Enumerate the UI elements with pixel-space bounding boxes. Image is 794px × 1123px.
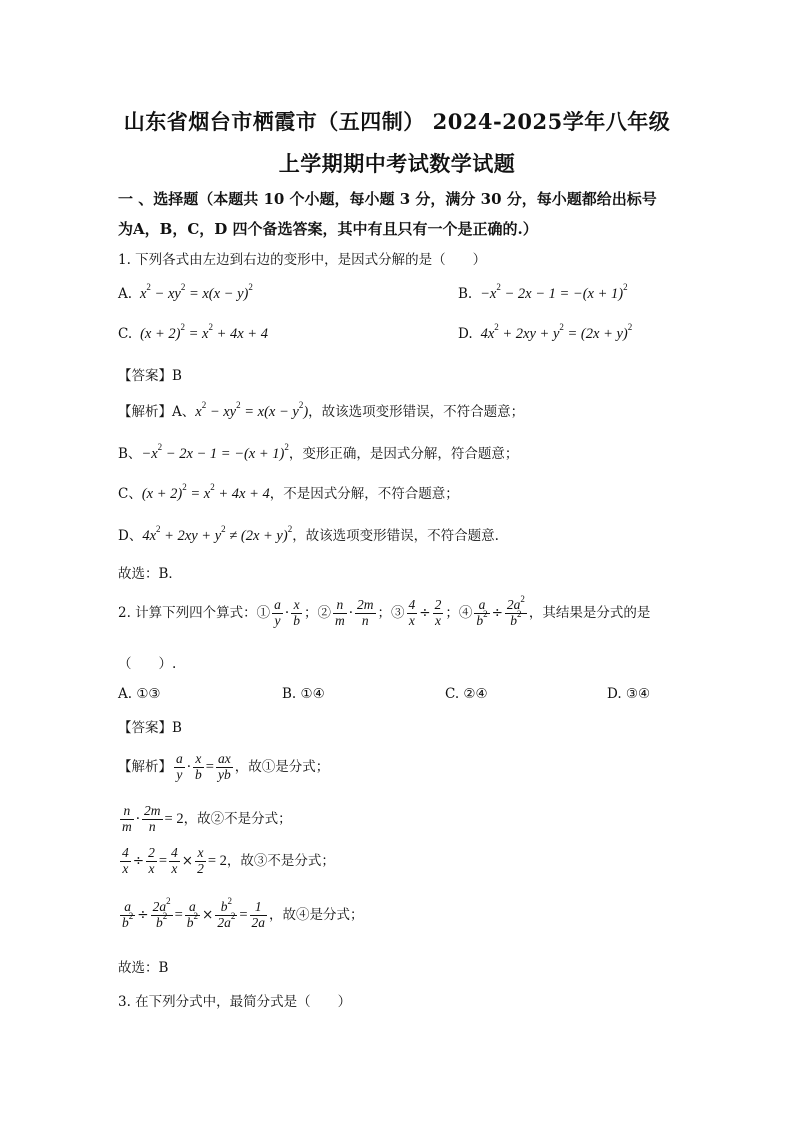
q1-answer: 【答案】B (118, 368, 182, 384)
q1-explain-b-prefix: B、 (118, 446, 142, 462)
q1-explain-a-formula: $x^2 - xy^2 = x(x - y^2)$ (195, 400, 309, 420)
q2-answer: 【答案】B (118, 720, 182, 736)
q1-option-c-label: C. (118, 326, 133, 342)
q1-option-d-formula: $4x^2 + 2xy + y^2 = (2x + y)^2$ (476, 322, 633, 342)
q2-expr2-frac-a: $\frac{n}{m}$ (334, 597, 345, 628)
q2-explain-3-frac-a: $\frac{4}{x}$ (122, 845, 129, 876)
q2-stem-prefix: 2. 计算下列四个算式：① (118, 604, 271, 621)
q1-option-c (118, 322, 268, 343)
q1-explain-b-formula: $-x^2 - 2x - 1 = -(x + 1)^2$ (141, 442, 289, 462)
q1-explain-a-tail: ，故该选项变形错误，不符合题意； (308, 404, 525, 420)
q1-explain-b-tail: ，变形正确，是因式分解，符合题意； (288, 446, 519, 462)
q1-explain-b (118, 442, 518, 463)
q2-explain-3: $\frac{4}{x}$ ÷ $\frac{2}{x}$ = $\frac{4}{x}$ × $\frac{x}{2}$ = 2，故③不是分式； (122, 845, 335, 876)
q2-explain-1-result: $\frac{ax}{yb}$ (217, 751, 231, 782)
q1-explain-d (118, 524, 499, 545)
q1-explain-d-tail: ，故该选项变形错误，不符合题意. (292, 528, 499, 544)
q1-explain-c-prefix: C、 (118, 486, 142, 502)
q2-option-b: B. ①④ (282, 686, 325, 702)
q1-option-a-label: A. (118, 286, 133, 302)
q2-explain-4-frac-c: $\frac{a}{b^2}$ (186, 899, 198, 930)
q1-option-c-formula: $(x + 2)^2 = x^2 + 4x + 4$ (136, 322, 268, 342)
q1-explain-a (118, 400, 524, 421)
q2-expr2-frac-b: $\frac{2m}{n}$ (357, 597, 374, 628)
q2-stem-sep3: ；③ (377, 604, 405, 621)
q1-explain-d-formula: $4x^2 + 2xy + y^2 \ne (2x + y)^2$ (142, 524, 293, 544)
title-line-2: 上学期期中考试数学试题 (278, 151, 516, 176)
q1-explain-c (118, 482, 459, 503)
q1-option-b-formula: $-x^2 - 2x - 1 = -(x + 1)^2$ (476, 282, 628, 302)
q2-explain-4: $\frac{a}{b^2}$ ÷ $\frac{2a^2}{b^2}$ = $\frac{a}{b^2}$ × $\frac{b^2}{2a^2}$ = $\frac{1}{2a}$ ，故④是分式； (122, 895, 364, 930)
q1-option-b-label: B. (458, 286, 473, 302)
q2-stem-sep4: ；④ (445, 604, 473, 621)
q2-explain-1: 【解析】 $\frac{a}{y}$ · $\frac{x}{b}$ = $\frac{ax}{yb}$ ，故①是分式； (118, 751, 330, 782)
q2-explain-4-tail: ，故④是分式； (269, 906, 364, 923)
q2-explain-3-frac-d: $\frac{x}{2}$ (197, 845, 204, 876)
q2-explain-2-frac-b: $\frac{2m}{n}$ (144, 803, 161, 834)
q3-stem: 3. 在下列分式中，最简分式是（ ） (118, 994, 352, 1010)
q1-option-a (118, 282, 253, 303)
q2-expr3-frac-a: $\frac{4}{x}$ (408, 597, 416, 628)
title-line-1: 山东省烟台市栖霞市（五四制） 2024-2025学年八年级 (123, 109, 671, 134)
q1-explain-d-prefix: D、 (118, 528, 143, 544)
q2-explain-4-frac-d: $\frac{b^2}{2a^2}$ (217, 895, 236, 930)
q2-explain-4-frac-b: $\frac{2a^2}{b^2}$ (152, 895, 171, 930)
section-heading-1: 一 、选择题（本题共 10 个小题，每小题 3 分，满分 30 分，每小题都给出标号 (118, 190, 657, 208)
q2-option-d: D. ③④ (607, 686, 651, 702)
q2-expr4-frac-b: $\frac{2a^2}{b^2}$ (506, 593, 525, 628)
q1-explain-c-formula: $(x + 2)^2 = x^2 + 4x + 4$ (141, 482, 270, 502)
q2-explain-2-tail: ，故②不是分式； (183, 810, 292, 827)
q2-conclusion: 故选：B (118, 960, 169, 976)
q1-option-b (458, 282, 628, 303)
q2-explain-4-result: $\frac{1}{2a}$ (251, 899, 265, 930)
q2-expr3-frac-b: $\frac{2}{x}$ (434, 597, 442, 628)
q2-stem-tail: ，其结果是分式的是 (528, 604, 651, 621)
q2-explain-3-frac-c: $\frac{4}{x}$ (171, 845, 178, 876)
q2-option-a: A. ①③ (118, 686, 161, 702)
q2-explain-prefix: 【解析】 (118, 758, 172, 775)
q2-stem-sep2: ；② (303, 604, 331, 621)
q1-explain-c-tail: ，不是因式分解，不符合题意； (269, 486, 459, 502)
q2-explain-3-frac-b: $\frac{2}{x}$ (148, 845, 155, 876)
q2-explain-4-frac-a: $\frac{a}{b^2}$ (122, 899, 134, 930)
q2-expr4-frac-a: $\frac{a}{b^2}$ (476, 597, 488, 628)
q2-explain-1-frac-a: $\frac{a}{y}$ (176, 751, 183, 782)
q2-expr1-frac-b: $\frac{x}{b}$ (293, 597, 300, 628)
q1-stem: 1. 下列各式由左边到右边的变形中，是因式分解的是（ ） (118, 252, 487, 268)
q2-explain-1-tail: ，故①是分式； (234, 758, 330, 775)
q1-option-d-label: D. (458, 326, 473, 342)
q2-explain-2-frac-a: $\frac{n}{m}$ (122, 803, 132, 834)
q1-option-d (458, 322, 633, 343)
q2-explain-1-frac-b: $\frac{x}{b}$ (195, 751, 202, 782)
q1-option-a-formula: $x^2 - xy^2 = x(x - y)^2$ (136, 282, 253, 302)
q2-stem: 2. 计算下列四个算式：① $\frac{a}{y}$ · $\frac{x}{b}$ ；② $\frac{n}{m}$ · $\frac{2m}{n}$ ；③ $\frac{4}{x}$ ÷ $\frac{2}{x}$ ；④ $\frac{a}{b^2}$ ÷ $\frac{2a^2}{b^2}$ ，其结果是分式的是 (118, 593, 651, 628)
q2-stem-end: （ ）. (118, 656, 177, 672)
q1-explain-a-prefix: 【解析】A、 (118, 404, 196, 420)
q2-explain-2: $\frac{n}{m}$ · $\frac{2m}{n}$ = 2，故②不是分式； (122, 803, 292, 834)
section-heading-2: 为A，B，C，D 四个备选答案，其中有且只有一个是正确的.） (118, 220, 538, 238)
q2-expr1-frac-a: $\frac{a}{y}$ (274, 597, 281, 628)
q2-explain-3-tail: ，故③不是分式； (226, 852, 335, 869)
q1-conclusion: 故选：B． (118, 566, 182, 582)
q2-option-c: C. ②④ (445, 686, 488, 702)
